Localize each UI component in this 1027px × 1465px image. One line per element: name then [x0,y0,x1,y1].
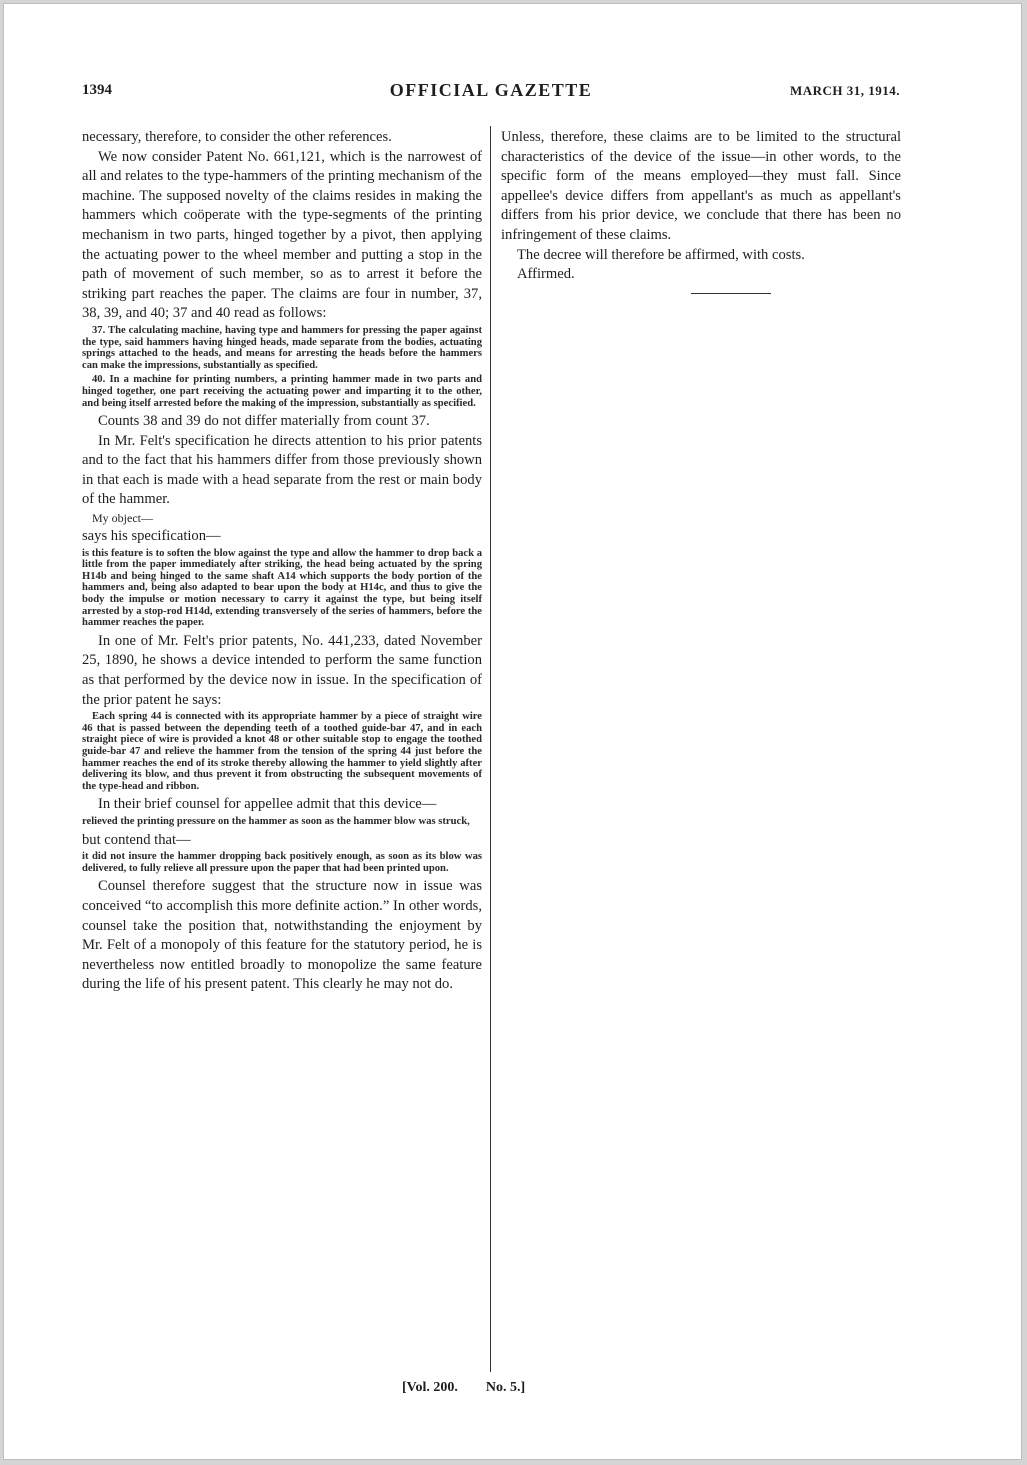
brief-quote: it did not insure the hammer dropping back positively enough, as soon as its blow was delivered, to fully relieve all pressure upon the paper that had been printed upon. [82,851,482,874]
issue-date: MARCH 31, 1914. [789,83,900,98]
paragraph: says his specification— [82,528,221,545]
paragraph: The decree will therefore be affirmed, with costs. [517,246,805,263]
left-column [82,128,482,995]
paragraph: Affirmed. [517,266,575,283]
number-label: No. 5.] [485,1380,526,1395]
paragraph: but contend that— [82,831,191,848]
page-footer [402,1380,553,1396]
paragraph: necessary, therefore, to consider the other references. [82,129,392,145]
paragraph: Unless, therefore, these claims are to be limited to the structural characteristics of the device of the issue—in other words, to the specific form of the means employed—they must fall. Since appellee's device differs from appellant's as much as appellant's differs from his prior device, we conclude that there has been no infringement of these claims. [501,129,901,243]
brief-quote: relieved the printing pressure on the hammer as soon as the hammer blow was struck, [82,815,470,827]
paragraph: Counsel therefore suggest that the structure now in issue was conceived “to accomplish this more definite action.” In other words, counsel take the position that, notwithstanding the enjoyment by Mr. Felt of a monopoly of this feature for the statutory period, he is nevertheless now entitled broadly to monopolize the same feature during the life of his present patent. This clearly he may not do. [82,878,482,993]
paragraph: Counts 38 and 39 do not differ materially from count 37. [98,413,430,430]
specification-quote: is this feature is to soften the blow against the type and allow the hammer to drop back a little from the paper immediately after striking, the head being actuated by the spring H14b and being hinged to the same shaft A14 which supports the body portion of the hammers and, being also adapted to bear upon the body at H14c, and thus to give the body the impulse or motion necessary to carry it against the type, but being itself arrested by a stop-rod H14d, extending transversely of the series of hammers, before the hammer reaches the paper. [82,547,482,629]
page-number: 1394 [82,82,112,98]
paragraph: In one of Mr. Felt's prior patents, No. 441,233, dated November 25, 1890, he shows a device intended to perform the same function as that performed by the device now in issue. In the specification of the prior patent he says: [82,632,482,708]
quote-lead: My object— [92,511,153,526]
paragraph: We now consider Patent No. 661,121, which is the narrowest of all and relates to the type-hammers of the printing mechanism of the machine. The supposed novelty of the claims resides in making the hammers which coöperate with the type-segments of the printing mechanism in two parts, hinged together by a pivot, then applying the actuating power to the wheel member and putting a stop in the path of movement of such member, so as to arrest it before the striking part reaches the paper. The claims are four in number, 37, 38, 39, and 40; 37 and 40 read as follows: [82,148,482,322]
publication-title: OFFICIAL GAZETTE [389,80,593,100]
claim-quote: 40. In a machine for printing numbers, a printing hammer made in two parts and hinged together, one part receiving the actuating power and imparting it to the other, and being itself arrested before the making of the impression, substantially as specified. [82,374,482,409]
column-divider [490,126,491,1372]
volume-label: [Vol. 200. [402,1380,458,1395]
paragraph: In their brief counsel for appellee admit that this device— [98,796,437,813]
page-header [82,80,900,104]
gazette-page [3,3,1022,1460]
prior-patent-quote: Each spring 44 is connected with its appropriate hammer by a piece of straight wire 46 that is passed between the depending teeth of a toothed guide-bar 47, and in each straight piece of wire is provided a knot 48 or other suitable stop to engage the toothed guide-bar 47 and relieve the hammer from the tension of the spring 44 just before the hammer reaches the end of its stroke thereby allowing the hammer to yield slightly after delivering its blow, and thus prevent it from obstructing the subsequent movements of the type-head and ribbon. [82,711,482,792]
claim-quote: 37. The calculating machine, having type and hammers for pressing the paper against the type, said hammers having hinged heads, made separate from the bodies, actuating springs attached to the heads, and means for arresting the heads before the hammers can make the impressions, substantially as specified. [82,324,482,371]
paragraph: In Mr. Felt's specification he directs attention to his prior patents and to the fact that his hammers differ from those previously shown in that each is made with a head separate from the rest or main body of the hammer. [82,432,482,508]
section-end-rule [691,293,771,294]
right-column [501,128,901,294]
